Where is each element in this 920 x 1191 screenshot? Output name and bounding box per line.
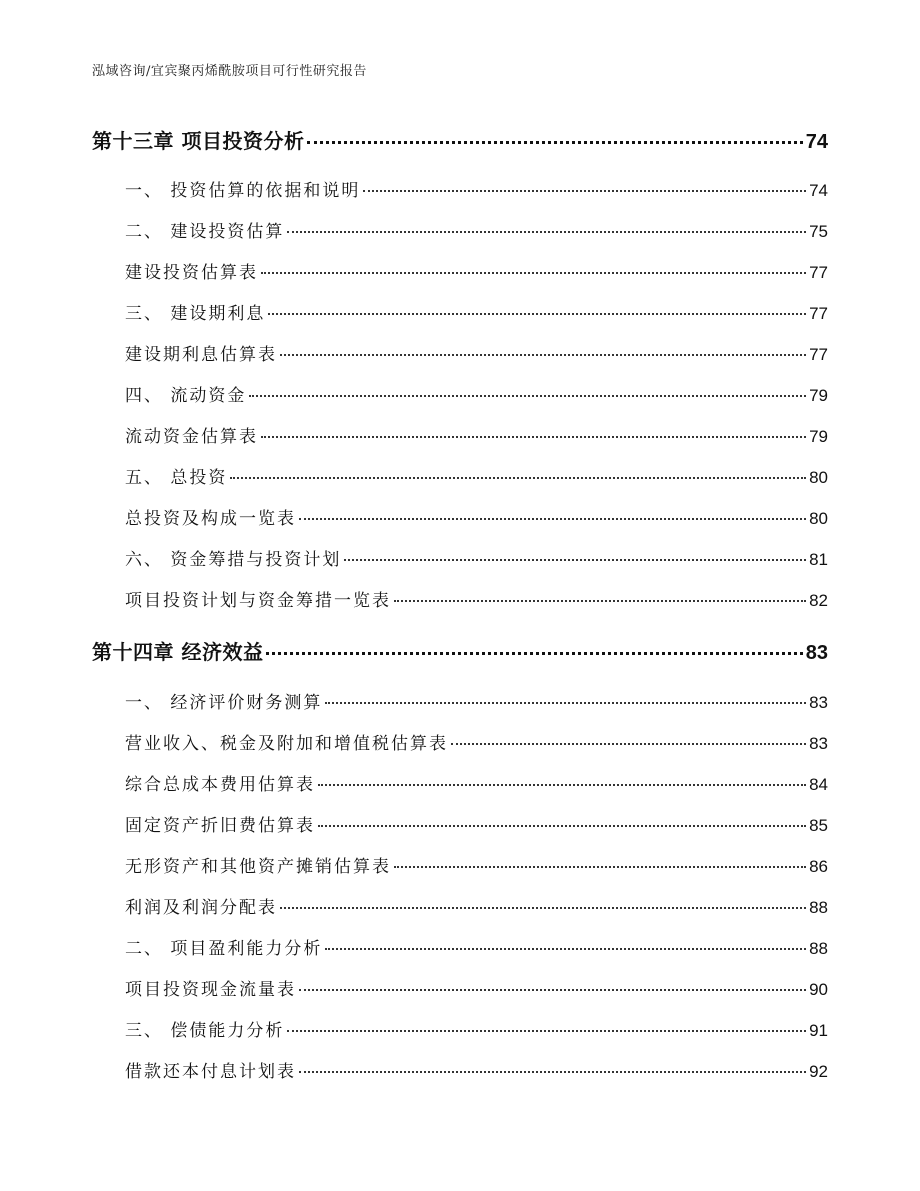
toc-label: 流动资金估算表 [125, 427, 258, 447]
toc-label: 固定资产折旧费估算表 [125, 816, 315, 836]
toc-leader-dots [268, 313, 806, 315]
toc-page-number: 86 [809, 857, 828, 876]
toc-leader-dots [261, 436, 806, 438]
toc-page-number: 83 [809, 734, 828, 753]
toc-label: 三、 偿债能力分析 [125, 1021, 285, 1041]
toc-table-entry[interactable] [92, 975, 828, 1000]
toc-label: 建设期利息估算表 [125, 345, 277, 365]
toc-page-number: 83 [805, 642, 828, 664]
toc-table-entry[interactable] [92, 586, 828, 611]
toc-table-entry[interactable] [92, 770, 828, 795]
toc-leader-dots [325, 948, 806, 950]
toc-label: 五、 总投资 [125, 468, 228, 488]
toc-page-number: 77 [809, 345, 828, 364]
toc-section[interactable] [92, 463, 828, 488]
toc-page-number: 90 [809, 980, 828, 999]
toc-label: 无形资产和其他资产摊销估算表 [125, 857, 391, 877]
toc-label: 二、 建设投资估算 [125, 222, 285, 242]
toc-label: 建设投资估算表 [125, 263, 258, 283]
toc-section[interactable] [92, 688, 828, 713]
toc-page-number: 80 [809, 509, 828, 528]
toc-chapter-13[interactable] [92, 125, 828, 154]
toc-leader-dots [287, 231, 806, 233]
toc-page-number: 80 [809, 468, 828, 487]
toc-label: 一、 投资估算的依据和说明 [125, 181, 361, 201]
toc-table-entry[interactable] [92, 729, 828, 754]
toc-leader-dots [394, 600, 806, 602]
toc-table-entry[interactable] [92, 1057, 828, 1082]
toc-table-entry[interactable] [92, 340, 828, 365]
toc-label: 一、 经济评价财务测算 [125, 693, 323, 713]
toc-page-number: 83 [809, 693, 828, 712]
toc-label: 综合总成本费用估算表 [125, 775, 315, 795]
toc-leader-dots [318, 784, 806, 786]
toc-table-entry[interactable] [92, 504, 828, 529]
toc-section[interactable] [92, 176, 828, 201]
toc-label: 第十四章 经济效益 [92, 640, 264, 664]
toc-page-number: 82 [809, 591, 828, 610]
toc-label: 利润及利润分配表 [125, 898, 277, 918]
toc-page-number: 81 [809, 550, 828, 569]
toc-label: 项目投资现金流量表 [125, 980, 296, 1000]
toc-table-entry[interactable] [92, 811, 828, 836]
toc-table-entry[interactable] [92, 893, 828, 918]
toc-section[interactable] [92, 934, 828, 959]
toc-leader-dots [299, 989, 806, 991]
toc-leader-dots [307, 141, 802, 144]
toc-label: 六、 资金筹措与投资计划 [125, 550, 342, 570]
toc-table-entry[interactable] [92, 258, 828, 283]
toc-leader-dots [249, 395, 806, 397]
toc-table-entry[interactable] [92, 422, 828, 447]
toc-table-entry[interactable] [92, 852, 828, 877]
toc-section[interactable] [92, 1016, 828, 1041]
toc-page-number: 88 [809, 898, 828, 917]
toc-leader-dots [299, 1071, 806, 1073]
toc-leader-dots [230, 477, 806, 479]
toc-label: 第十三章 项目投资分析 [92, 129, 305, 153]
toc-page-number: 79 [809, 427, 828, 446]
toc-label: 四、 流动资金 [125, 386, 247, 406]
toc-label: 借款还本付息计划表 [125, 1062, 296, 1082]
toc-label: 二、 项目盈利能力分析 [125, 939, 323, 959]
toc-leader-dots [344, 559, 806, 561]
toc-page-number: 84 [809, 775, 828, 794]
toc-page-number: 77 [809, 263, 828, 282]
running-header: 泓域咨询/宜宾聚丙烯酰胺项目可行性研究报告 [92, 64, 367, 79]
toc-leader-dots [266, 652, 802, 655]
toc-leader-dots [261, 272, 806, 274]
toc-label: 营业收入、税金及附加和增值税估算表 [125, 734, 448, 754]
toc-leader-dots [318, 825, 806, 827]
toc-section[interactable] [92, 545, 828, 570]
toc-leader-dots [299, 518, 806, 520]
toc-leader-dots [325, 702, 806, 704]
toc-page-number: 75 [809, 222, 828, 241]
toc-label: 总投资及构成一览表 [125, 509, 296, 529]
toc-page-number: 77 [809, 304, 828, 323]
toc-leader-dots [280, 354, 806, 356]
header-divider [88, 84, 832, 85]
toc-section[interactable] [92, 299, 828, 324]
toc-page-number: 91 [809, 1021, 828, 1040]
toc-label: 项目投资计划与资金筹措一览表 [125, 591, 391, 611]
toc-leader-dots [451, 743, 806, 745]
toc-page-number: 74 [809, 181, 828, 200]
toc-section[interactable] [92, 217, 828, 242]
toc-chapter-14[interactable] [92, 636, 828, 665]
toc-page-number: 74 [805, 131, 828, 153]
toc-label: 三、 建设期利息 [125, 304, 266, 324]
toc-page-number: 85 [809, 816, 828, 835]
toc-leader-dots [287, 1030, 806, 1032]
toc-page-number: 92 [809, 1062, 828, 1081]
toc-page-number: 88 [809, 939, 828, 958]
toc-page-number: 79 [809, 386, 828, 405]
toc-leader-dots [363, 190, 806, 192]
toc-leader-dots [394, 866, 806, 868]
toc-leader-dots [280, 907, 806, 909]
toc-section[interactable] [92, 381, 828, 406]
